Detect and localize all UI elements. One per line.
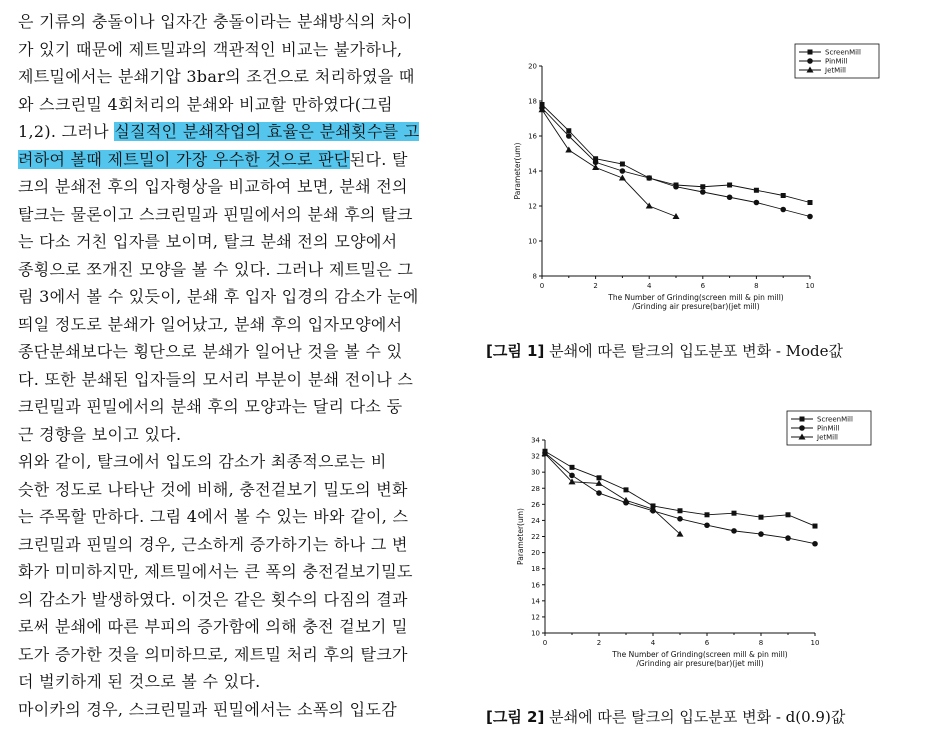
text-line: 는 다소 거친 입자를 보이며, 탈크 분쇄 전의 모양에서 bbox=[18, 232, 398, 251]
y-tick-label: 26 bbox=[531, 500, 540, 509]
series-screenmill bbox=[540, 102, 813, 205]
y-tick-label: 16 bbox=[531, 581, 540, 590]
y-tick-label: 32 bbox=[531, 452, 540, 461]
y-tick-label: 34 bbox=[531, 436, 540, 445]
y-tick-label: 20 bbox=[528, 62, 537, 71]
text-line: 종횡으로 쪼개진 모양을 볼 수 있다. 그러나 제트밀은 그 bbox=[18, 259, 414, 279]
data-point bbox=[700, 184, 705, 189]
legend-marker bbox=[807, 58, 813, 64]
figure-1-caption-text: 분쇄에 따른 탈크의 입도분포 변화 - Mode값 bbox=[544, 342, 844, 360]
data-point bbox=[566, 128, 571, 133]
y-tick-label: 18 bbox=[531, 565, 540, 574]
text-line: 띄일 정도로 분쇄가 일어났고, 분쇄 후의 입자모양에서 bbox=[18, 314, 403, 334]
text-line: 가 있기 때문에 제트밀과의 객관적인 비교는 불가하나, bbox=[18, 39, 403, 59]
data-point bbox=[813, 524, 818, 529]
figure-2-caption bbox=[486, 706, 845, 727]
data-point bbox=[566, 133, 572, 139]
figure-2-caption-text: 분쇄에 따른 탈크의 입도분포 변화 - d(0.9)값 bbox=[544, 708, 846, 726]
legend-label: ScreenMill bbox=[825, 48, 861, 57]
text-line: 크린밀과 핀밀의 경우, 근소하게 증가하기는 하나 그 변 bbox=[18, 534, 408, 554]
data-point bbox=[677, 516, 683, 522]
x-tick-label: 10 bbox=[810, 639, 820, 647]
y-tick-label: 18 bbox=[528, 97, 537, 106]
data-point bbox=[646, 175, 652, 181]
data-point bbox=[624, 487, 629, 492]
text-line bbox=[18, 118, 444, 146]
figure-1-caption bbox=[486, 340, 843, 361]
text-line: 와 스크린밀 4회처리의 분쇄와 비교할 만하였다(그림 bbox=[18, 94, 393, 114]
body-text-column bbox=[18, 8, 444, 723]
y-axis-label: Parameter(um) bbox=[513, 142, 522, 200]
data-point bbox=[727, 183, 732, 188]
series-jetmill bbox=[539, 106, 680, 219]
data-point bbox=[700, 189, 706, 195]
chart-d09 bbox=[502, 405, 902, 675]
text-line: 크린밀과 핀밀에서의 분쇄 후의 모양과는 달리 다소 둥 bbox=[18, 397, 403, 416]
data-point bbox=[673, 184, 679, 190]
text-line: 도가 증가한 것을 의미하므로, 제트밀 처리 후의 탈크가 bbox=[18, 644, 408, 664]
data-point bbox=[678, 508, 683, 513]
y-tick-label: 12 bbox=[531, 613, 540, 622]
legend-marker bbox=[808, 50, 813, 55]
y-tick-label: 8 bbox=[532, 272, 537, 281]
text-line: 슷한 정도로 나타난 것에 비해, 충전겉보기 밀도의 변화 bbox=[18, 479, 408, 499]
x-tick-label: 6 bbox=[704, 639, 710, 647]
y-axis-label: Parameter(um) bbox=[516, 508, 525, 565]
y-tick-label: 20 bbox=[531, 549, 540, 558]
text-line: 종단분쇄보다는 횡단으로 분쇄가 일어난 것을 볼 수 있 bbox=[18, 342, 403, 361]
data-point bbox=[785, 535, 791, 541]
data-point bbox=[570, 465, 575, 470]
highlighted-text: 려하여 볼때 제트밀이 가장 우수한 것으로 판단 bbox=[18, 149, 350, 169]
highlighted-text: 실질적인 분쇄작업의 효율은 분쇄횟수를 고 bbox=[114, 122, 420, 141]
legend bbox=[795, 44, 879, 78]
legend-label: JetMill bbox=[817, 433, 838, 442]
x-tick-label: 2 bbox=[593, 282, 598, 290]
text-line: 마이카의 경우, 스크린밀과 핀밀에서는 소폭의 입도감 bbox=[18, 699, 397, 719]
legend-label: JetMill bbox=[825, 66, 846, 75]
figure-2-label: [그림 2] bbox=[486, 708, 545, 726]
y-tick-label: 16 bbox=[528, 132, 537, 141]
x-axis-label: /Grinding air presure(bar)(jet mill) bbox=[636, 659, 764, 668]
data-point bbox=[758, 531, 764, 537]
legend-label: PinMill bbox=[817, 424, 840, 433]
data-point bbox=[781, 193, 786, 198]
x-tick-label: 4 bbox=[650, 639, 656, 647]
data-point bbox=[620, 168, 626, 174]
y-tick-label: 28 bbox=[531, 484, 540, 493]
data-point bbox=[596, 490, 602, 496]
data-point bbox=[732, 511, 737, 516]
data-point bbox=[808, 200, 813, 205]
text-line: 탈크는 물론이고 스크린밀과 핀밀에서의 분쇄 후의 탈크 bbox=[18, 204, 413, 224]
text-line: 로써 분쇄에 따른 부피의 증가함에 의해 충전 겉보기 밀 bbox=[18, 617, 408, 636]
x-tick-label: 10 bbox=[805, 282, 815, 290]
figure-2 bbox=[502, 405, 902, 675]
x-axis-label: /Grinding air presure(bar)(jet mill) bbox=[632, 302, 760, 311]
y-tick-label: 10 bbox=[531, 629, 540, 638]
series-line bbox=[542, 108, 810, 217]
data-point bbox=[620, 162, 625, 167]
data-point bbox=[786, 512, 791, 517]
y-tick-label: 14 bbox=[528, 167, 537, 176]
y-tick-label: 30 bbox=[531, 468, 540, 477]
text-segment: 1,2). 그러나 bbox=[18, 122, 115, 141]
data-point bbox=[812, 541, 818, 547]
text-segment: 된다. 탈 bbox=[349, 149, 408, 169]
x-tick-label: 8 bbox=[754, 282, 759, 290]
y-tick-label: 14 bbox=[531, 597, 540, 606]
figure-1-label: [그림 1] bbox=[486, 342, 545, 360]
x-tick-label: 0 bbox=[539, 282, 545, 290]
text-line bbox=[18, 146, 444, 174]
text-line: 의 감소가 발생하였다. 이것은 같은 횟수의 다짐의 결과 bbox=[18, 589, 408, 609]
text-line: 는 주목할 만하다. 그림 4에서 볼 수 있는 바와 같이, 스 bbox=[18, 507, 409, 526]
legend-label: ScreenMill bbox=[817, 415, 853, 424]
data-point bbox=[759, 515, 764, 520]
legend bbox=[787, 411, 871, 445]
data-point bbox=[780, 207, 786, 213]
data-point bbox=[705, 512, 710, 517]
x-tick-label: 0 bbox=[542, 639, 548, 647]
legend-label: PinMill bbox=[825, 57, 848, 66]
data-point bbox=[807, 214, 813, 220]
series-jetmill bbox=[542, 450, 684, 536]
y-tick-label: 10 bbox=[528, 237, 537, 246]
y-tick-label: 24 bbox=[531, 516, 540, 525]
text-line: 더 벌키하게 된 것으로 볼 수 있다. bbox=[18, 672, 261, 691]
data-point bbox=[592, 164, 599, 170]
series-pinmill bbox=[539, 105, 813, 219]
text-line: 림 3에서 볼 수 있듯이, 분쇄 후 입자 입경의 감소가 눈에 bbox=[18, 287, 419, 306]
x-axis-label: The Number of Grinding(screen mill & pin mill) bbox=[608, 293, 784, 302]
data-point bbox=[565, 147, 572, 153]
series-line bbox=[545, 454, 680, 534]
x-tick-label: 2 bbox=[596, 639, 602, 647]
series-line bbox=[545, 451, 815, 526]
y-tick-label: 22 bbox=[531, 533, 540, 541]
text-line: 화가 미미하지만, 제트밀에서는 큰 폭의 충전겉보기밀도 bbox=[18, 562, 413, 581]
data-point bbox=[754, 188, 759, 193]
legend-marker bbox=[799, 425, 805, 431]
x-tick-label: 8 bbox=[758, 639, 764, 647]
data-point bbox=[731, 528, 737, 534]
data-point bbox=[597, 475, 602, 480]
figure-1 bbox=[495, 38, 895, 313]
data-point bbox=[623, 497, 630, 503]
x-tick-label: 6 bbox=[700, 282, 706, 290]
legend-marker bbox=[800, 417, 805, 422]
series-line bbox=[542, 110, 676, 217]
text-line: 제트밀에서는 분쇄기압 3bar의 조건으로 처리하였을 때 bbox=[18, 67, 415, 86]
x-tick-label: 4 bbox=[646, 282, 652, 290]
data-point bbox=[704, 522, 710, 528]
text-line: 은 기류의 충돌이나 입자간 충돌이라는 분쇄방식의 차이 bbox=[18, 12, 413, 31]
chart-mode bbox=[495, 38, 895, 313]
text-line: 다. 또한 분쇄된 입자들의 모서리 부분이 분쇄 전이나 스 bbox=[18, 369, 414, 389]
x-axis-label: The Number of Grinding(screen mill & pin mill) bbox=[612, 650, 788, 659]
y-tick-label: 12 bbox=[528, 202, 537, 211]
series-line bbox=[545, 453, 815, 544]
data-point bbox=[569, 473, 575, 479]
data-point bbox=[754, 200, 760, 206]
data-point bbox=[727, 194, 733, 200]
text-line: 크의 분쇄전 후의 입자형상을 비교하여 보면, 분쇄 전의 bbox=[18, 177, 408, 196]
text-line: 위와 같이, 탈크에서 입도의 감소가 최종적으로는 비 bbox=[18, 452, 387, 471]
text-line: 근 경향을 보이고 있다. bbox=[18, 424, 182, 444]
